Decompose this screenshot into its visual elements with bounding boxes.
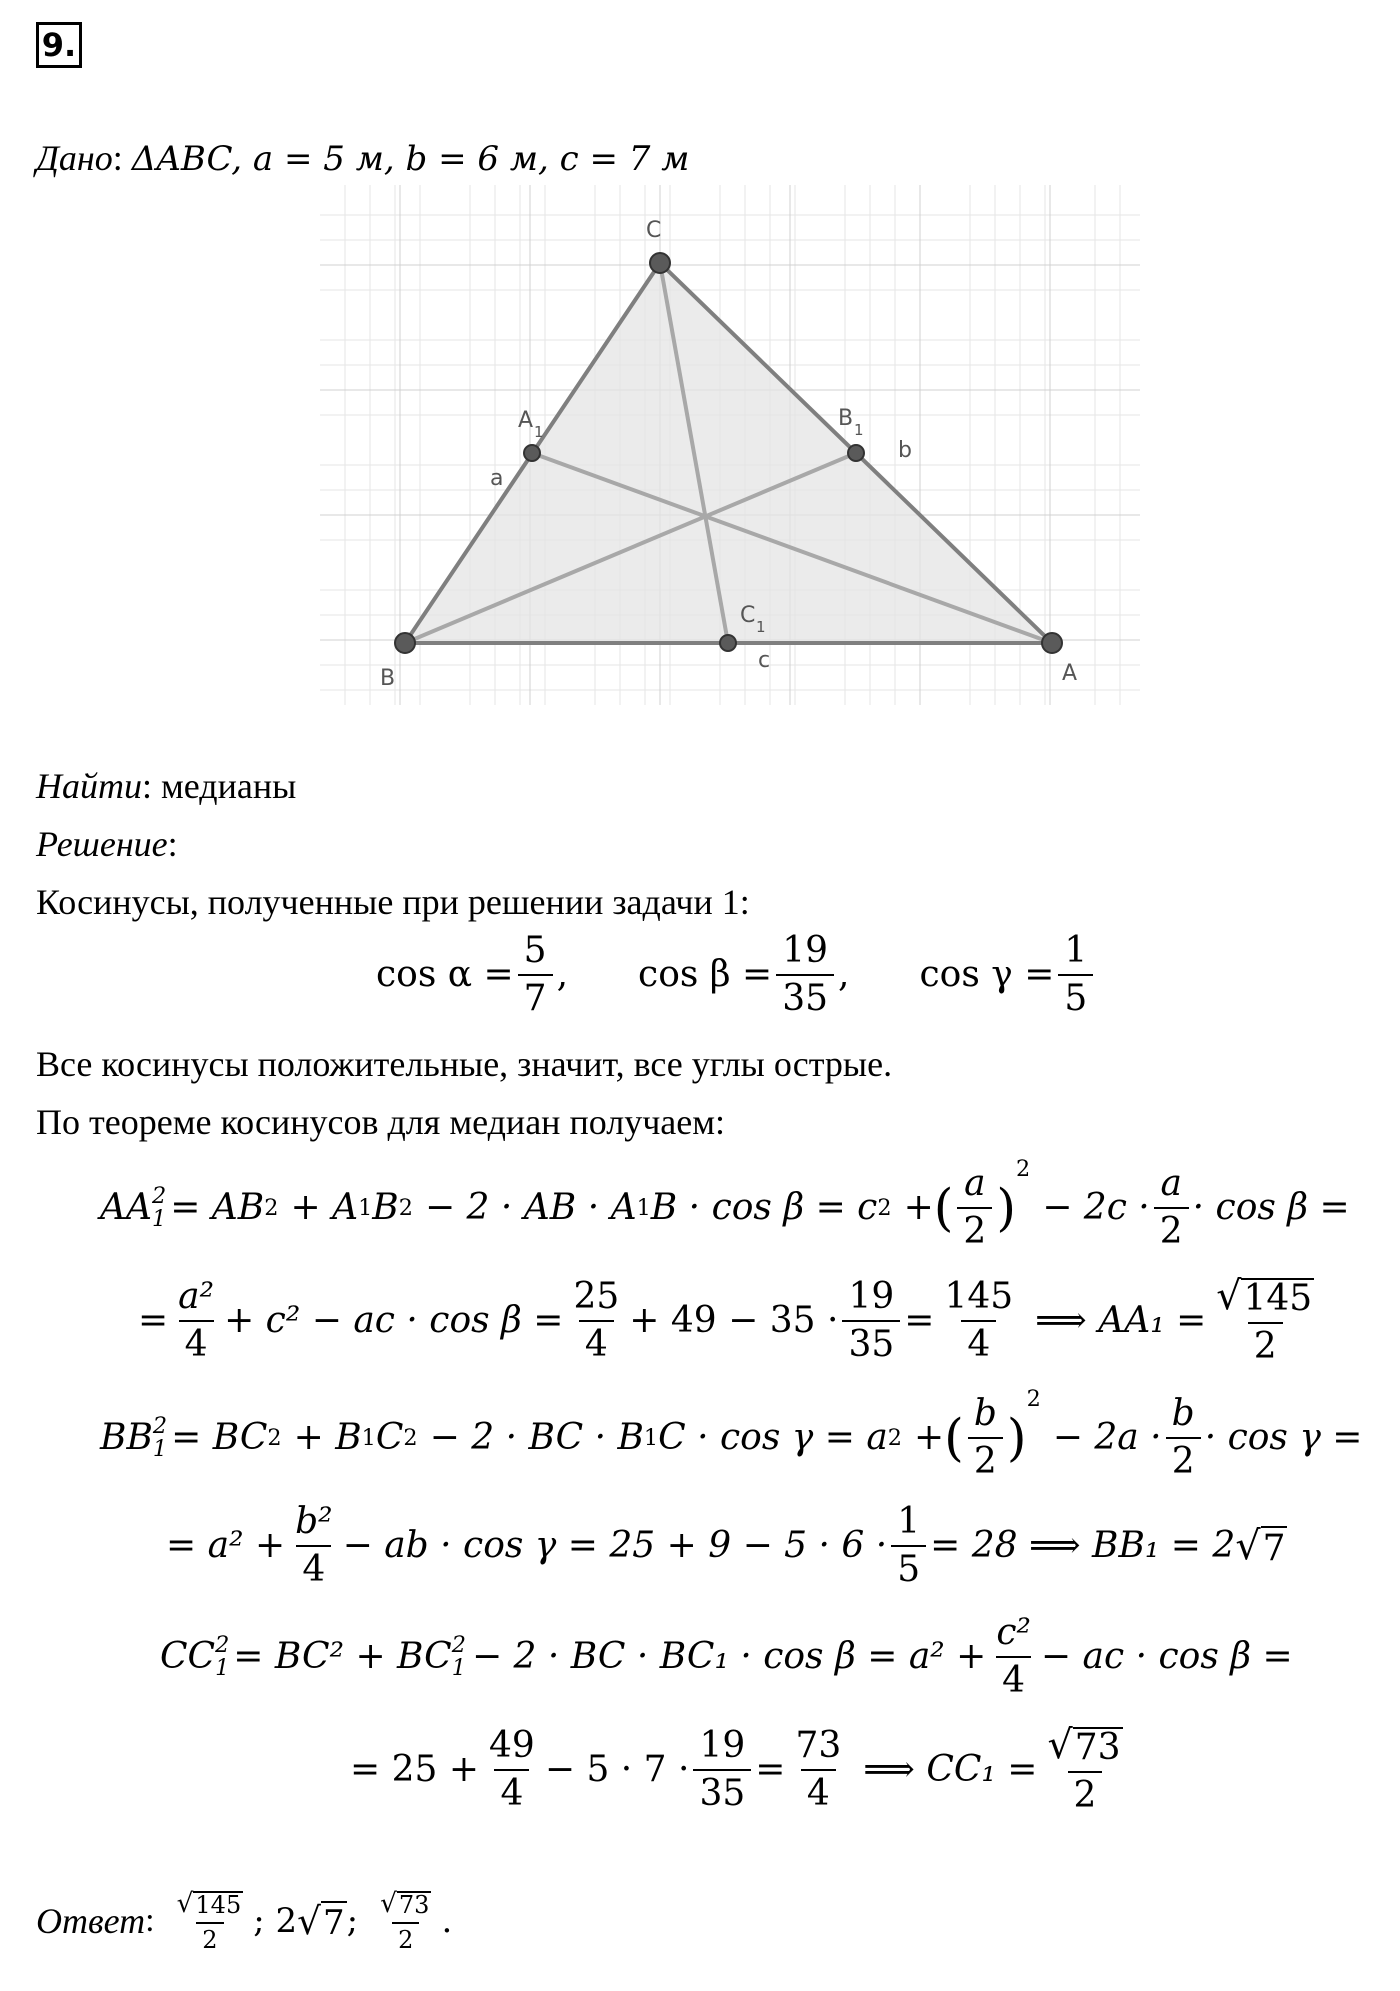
label-c1-sub: 1 xyxy=(756,618,766,636)
cos-alpha-fraction: $\frac{5}{7}$ xyxy=(518,932,553,1018)
label-b: B xyxy=(380,666,396,691)
label-side-a: a xyxy=(490,466,504,491)
label-b1: B xyxy=(838,406,854,431)
equation-aa1-line1: AA 2 1 = AB 2 + A 1 B 2 − 2 · AB · A 1 B · cos β = c 2 + ( $\frac{a}{2}$ ) 2 − 2c · $\frac{a}{2}$ · cos β = xyxy=(100,1156,1350,1252)
cos-gamma-lhs: cos γ = xyxy=(919,954,1055,996)
triangle-area xyxy=(405,263,1052,643)
given-label: Дано xyxy=(36,138,113,178)
equation-bb1-line2: = a² + $\frac{\text{b²}}{4}$ − ab · cos γ = 25 + 9 − 5 · 6 · $\frac{1}{5}$ = 28 ⟹ BB₁ = 2 √ 7 xyxy=(166,1501,1286,1590)
paragraph-acute: Все косинусы положительные, значит, все углы острые. xyxy=(36,1044,893,1084)
paragraph-cosines-intro: Косинусы, полученные при решении задачи 1: xyxy=(36,882,750,922)
midpoint-b1-point xyxy=(848,445,864,461)
equation-cc1-line2: = 25 + $\frac{49}{4}$ − 5 · 7 · $\frac{19}{35}$ = $\frac{73}{4}$ ⟹ CC₁ = √ 73 2 xyxy=(350,1722,1121,1816)
vertex-a-point xyxy=(1042,633,1062,653)
cos-beta-fraction: $\frac{19}{35}$ xyxy=(776,932,834,1018)
given-text: ΔABC, a = 5 м, b = 6 м, c = 7 м xyxy=(131,139,690,179)
vertex-b-point xyxy=(395,633,415,653)
label-c1: C xyxy=(740,603,756,628)
answer-label: Ответ xyxy=(36,1901,146,1942)
label-a: A xyxy=(1062,661,1078,686)
find-label: Найти xyxy=(36,766,142,806)
solution-label: Решение xyxy=(36,824,168,864)
equation-bb1-line1: BB 2 1 = BC 2 + B 1 C 2 − 2 · BC · B 1 C · cos γ = a 2 + ( $\frac{b}{2}$ ) 2 − 2a · $\frac{b}{2}$ · cos γ = xyxy=(100,1386,1363,1482)
cos-gamma-fraction: $\frac{1}{5}$ xyxy=(1058,932,1093,1018)
cos-beta-lhs: cos β = xyxy=(638,954,773,996)
label-b1-sub: 1 xyxy=(854,421,864,439)
label-a1-sub: 1 xyxy=(534,423,544,441)
label-a1: A xyxy=(518,408,534,433)
cos-alpha-lhs: cos α = xyxy=(376,954,514,996)
find-text: медианы xyxy=(161,766,297,806)
label-side-b: b xyxy=(898,438,912,463)
cosines-line: cos α = $\frac{5}{7}$ , cos β = $\frac{19}{35}$ , cos γ = $\frac{1}{5}$ xyxy=(376,932,1097,1018)
find-line: Найти: медианы xyxy=(36,766,297,806)
vertex-c-point xyxy=(650,253,670,273)
label-side-c: c xyxy=(758,648,771,673)
equation-aa1-line2: = $\frac{\text{a²}}{4}$ + c² − ac · cos β = $\frac{25}{4}$ + 49 − 35 · $\frac{19}{35}$ = $\frac{145}{4}$ ⟹ AA₁ = √ 145 2 xyxy=(138,1273,1313,1367)
label-c: C xyxy=(646,218,662,243)
solution-line: Решение: xyxy=(36,824,178,864)
paragraph-theorem: По теореме косинусов для медиан получаем: xyxy=(36,1102,726,1142)
midpoint-c1-point xyxy=(720,635,736,651)
midpoint-a1-point xyxy=(524,445,540,461)
triangle-figure xyxy=(320,185,1140,705)
equation-cc1-line1: CC 2 1 = BC² + BC 2 1 − 2 · BC · BC₁ · cos β = a² + $\frac{\text{c²}}{4}$ − ac · cos β = xyxy=(160,1612,1293,1701)
given-line: Дано: ΔABC, a = 5 м, b = 6 м, c = 7 м xyxy=(36,138,690,179)
answer-line: Ответ : √ 145 2 ; 2 √ 7 ; √ 73 2 . xyxy=(36,1888,453,1954)
problem-number: 9. xyxy=(36,22,82,68)
